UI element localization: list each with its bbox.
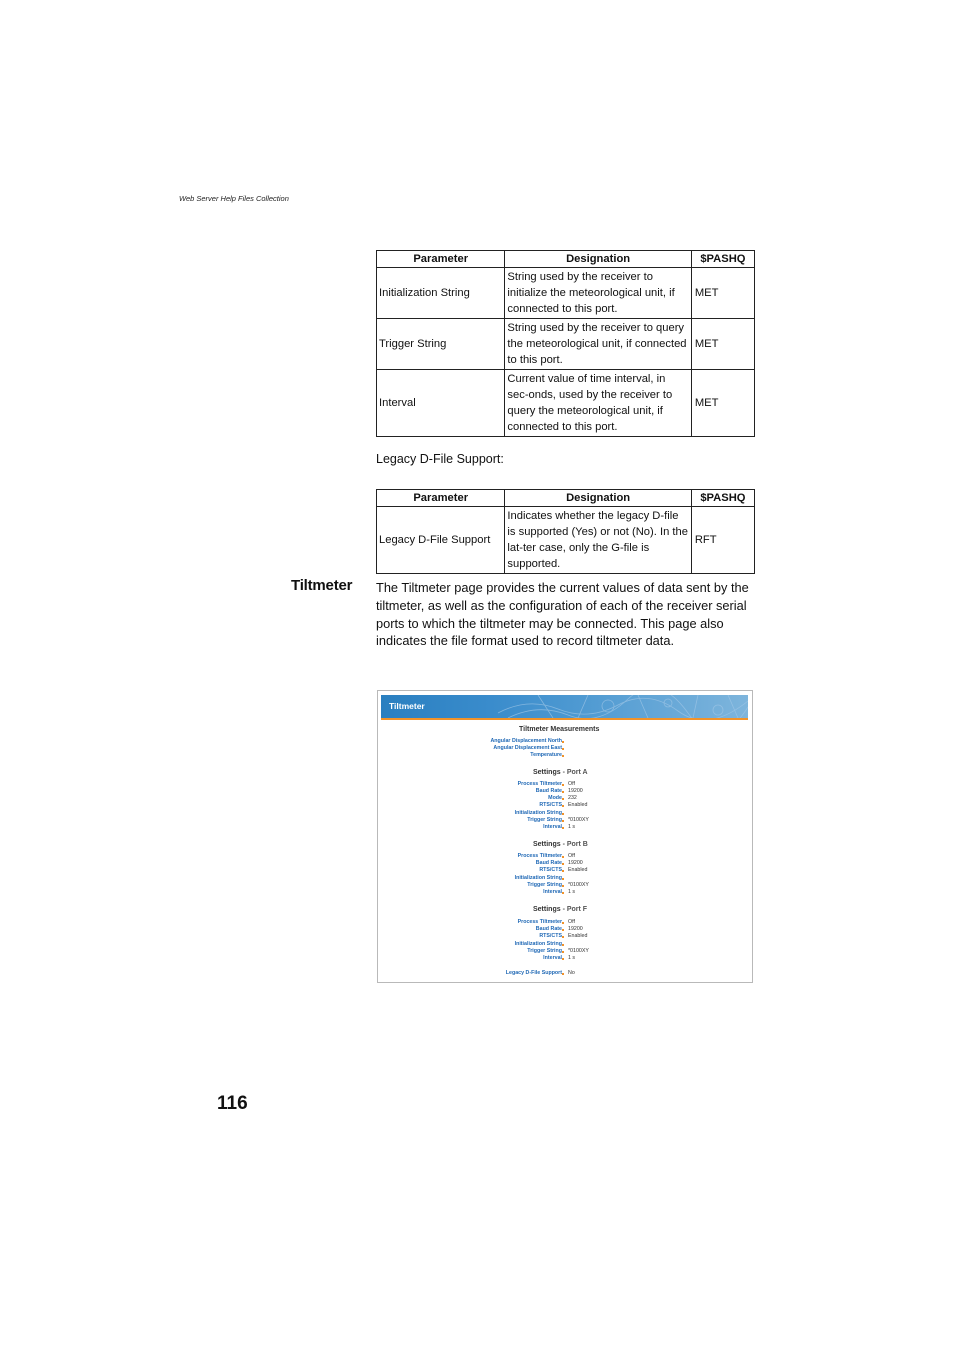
field-value: Enabled: [568, 802, 588, 808]
settings-label: Settings: [533, 906, 561, 913]
field-value: Off: [568, 919, 575, 925]
designation-cell: String used by the receiver to initialize the meteorological unit, if connected to this port.: [505, 268, 691, 319]
field-label[interactable]: RTS/CTS: [539, 933, 562, 939]
bullet-icon: [562, 958, 564, 960]
page-number: 116: [217, 1093, 248, 1114]
section-title: Tiltmeter: [291, 577, 353, 594]
bullet-icon: [562, 791, 564, 793]
pashq-cell: MET: [691, 370, 754, 437]
bullet-icon: [562, 748, 564, 750]
measurement-row: [378, 738, 752, 745]
table-row: [377, 507, 755, 574]
table-header-row: [377, 490, 755, 507]
settings-label: Settings: [533, 841, 561, 848]
tiltmeter-page-screenshot: [377, 690, 753, 983]
banner-accent-line: [381, 718, 748, 720]
field-label[interactable]: Initialization String: [514, 941, 562, 947]
port-label: - Port F: [562, 906, 588, 913]
designation-cell: Current value of time interval, in sec-onds, used by the receiver to query the meteorological unit, if connected to this port.: [505, 370, 691, 437]
field-value: *0100XY: [568, 882, 589, 888]
header-pashq: $PASHQ: [691, 490, 754, 507]
field-value: Off: [568, 853, 575, 859]
header-designation: Designation: [505, 490, 691, 507]
bullet-icon: [562, 929, 564, 931]
legacy-dfile-table: [376, 489, 755, 574]
field-label[interactable]: Baud Rate: [535, 788, 562, 794]
settings-label: Settings: [533, 769, 561, 776]
field-label[interactable]: Temperature: [530, 752, 562, 758]
parameter-cell: Initialization String: [377, 268, 505, 319]
bullet-icon: [562, 973, 564, 975]
pashq-cell: MET: [691, 268, 754, 319]
field-label[interactable]: Interval: [543, 824, 562, 830]
bullet-icon: [562, 863, 564, 865]
port-label: - Port B: [562, 841, 588, 848]
bullet-icon: [562, 885, 564, 887]
designation-cell: String used by the receiver to query the meteorological unit, if connected to this port.: [505, 319, 691, 370]
bullet-icon: [562, 784, 564, 786]
running-header: Web Server Help Files Collection: [179, 194, 289, 203]
setting-row: [378, 860, 752, 867]
section-body: The Tiltmeter page provides the current values of data sent by the tiltmeter, as well as the configuration of each of the receiver serial ports to which the tiltmeter may be connected. This page also indicates the file format used to record tiltmeter data.: [376, 580, 749, 649]
bullet-icon: [562, 936, 564, 938]
field-label[interactable]: Trigger String: [527, 948, 562, 954]
legacy-caption: Legacy D-File Support:: [376, 452, 504, 466]
setting-row: [378, 802, 752, 809]
setting-row: [378, 875, 752, 882]
bullet-icon: [562, 805, 564, 807]
field-label[interactable]: Angular Displacement East: [493, 745, 562, 751]
field-label[interactable]: Trigger String: [527, 882, 562, 888]
table-row: [377, 319, 755, 370]
field-value: 232: [568, 795, 577, 801]
field-value: 19200: [568, 860, 583, 866]
bullet-icon: [562, 892, 564, 894]
setting-row: [378, 824, 752, 831]
setting-row: [378, 955, 752, 962]
field-label[interactable]: Legacy D-File Support: [505, 970, 562, 976]
bullet-icon: [562, 755, 564, 757]
field-value: No: [568, 970, 575, 976]
legacy-row: [378, 970, 752, 977]
met-parameters-table: [376, 250, 755, 437]
bullet-icon: [562, 820, 564, 822]
table-row: [377, 268, 755, 319]
bullet-icon: [562, 944, 564, 946]
bullet-icon: [562, 813, 564, 815]
table-row: [377, 370, 755, 437]
field-value: Enabled: [568, 933, 588, 939]
map-pattern-decoration: [498, 695, 748, 718]
header-designation: Designation: [505, 251, 691, 268]
field-label[interactable]: Process Tiltmeter: [517, 919, 562, 925]
field-value: 1 s: [568, 824, 576, 830]
field-label[interactable]: Trigger String: [527, 817, 562, 823]
setting-row: [378, 926, 752, 933]
field-value: Off: [568, 781, 575, 787]
setting-row: [378, 781, 752, 788]
port-label: - Port A: [562, 769, 588, 776]
bullet-icon: [562, 922, 564, 924]
field-label[interactable]: RTS/CTS: [539, 867, 562, 873]
pashq-cell: RFT: [691, 507, 754, 574]
bullet-icon: [562, 870, 564, 872]
setting-row: [378, 853, 752, 860]
setting-row: [378, 788, 752, 795]
pashq-cell: MET: [691, 319, 754, 370]
field-label[interactable]: Baud Rate: [535, 860, 562, 866]
bullet-icon: [562, 827, 564, 829]
parameter-cell: Legacy D-File Support: [377, 507, 505, 574]
field-label[interactable]: Initialization String: [514, 810, 562, 816]
bullet-icon: [562, 856, 564, 858]
setting-row: [378, 948, 752, 955]
table-header-row: [377, 251, 755, 268]
bullet-icon: [562, 798, 564, 800]
setting-row: [378, 867, 752, 874]
setting-row: [378, 941, 752, 948]
port-a-heading: [533, 769, 588, 776]
field-label[interactable]: Process Tiltmeter: [517, 781, 562, 787]
field-label[interactable]: Initialization String: [514, 875, 562, 881]
header-pashq: $PASHQ: [691, 251, 754, 268]
field-value: 1 s: [568, 955, 576, 961]
port-b-heading: [533, 841, 588, 848]
field-value: 1 s: [568, 889, 576, 895]
port-f-heading: [533, 906, 587, 913]
field-label[interactable]: RTS/CTS: [539, 802, 562, 808]
setting-row: [378, 933, 752, 940]
bullet-icon: [562, 878, 564, 880]
field-value: 19200: [568, 788, 583, 794]
bullet-icon: [562, 741, 564, 743]
field-label[interactable]: Angular Displacement North: [490, 738, 562, 744]
setting-row: [378, 795, 752, 802]
measurement-row: [378, 752, 752, 759]
measurements-heading: Tiltmeter Measurements: [519, 726, 600, 733]
field-value: Enabled: [568, 867, 588, 873]
header-parameter: Parameter: [377, 251, 505, 268]
field-value: 19200: [568, 926, 583, 932]
setting-row: [378, 810, 752, 817]
designation-cell: Indicates whether the legacy D-file is supported (Yes) or not (No). In the lat-ter case, only the G-file is supported.: [505, 507, 691, 574]
field-value: *0100XY: [568, 948, 589, 954]
page-banner: [381, 695, 748, 718]
setting-row: [378, 889, 752, 896]
parameter-cell: Trigger String: [377, 319, 505, 370]
field-label[interactable]: Process Tiltmeter: [517, 853, 562, 859]
field-label[interactable]: Baud Rate: [535, 926, 562, 932]
setting-row: [378, 919, 752, 926]
bullet-icon: [562, 951, 564, 953]
header-parameter: Parameter: [377, 490, 505, 507]
setting-row: [378, 817, 752, 824]
banner-title: Tiltmeter: [389, 701, 425, 711]
parameter-cell: Interval: [377, 370, 505, 437]
field-label[interactable]: Interval: [543, 889, 562, 895]
measurement-row: [378, 745, 752, 752]
field-label[interactable]: Interval: [543, 955, 562, 961]
setting-row: [378, 882, 752, 889]
field-value: *0100XY: [568, 817, 589, 823]
field-label[interactable]: Mode: [548, 795, 562, 801]
